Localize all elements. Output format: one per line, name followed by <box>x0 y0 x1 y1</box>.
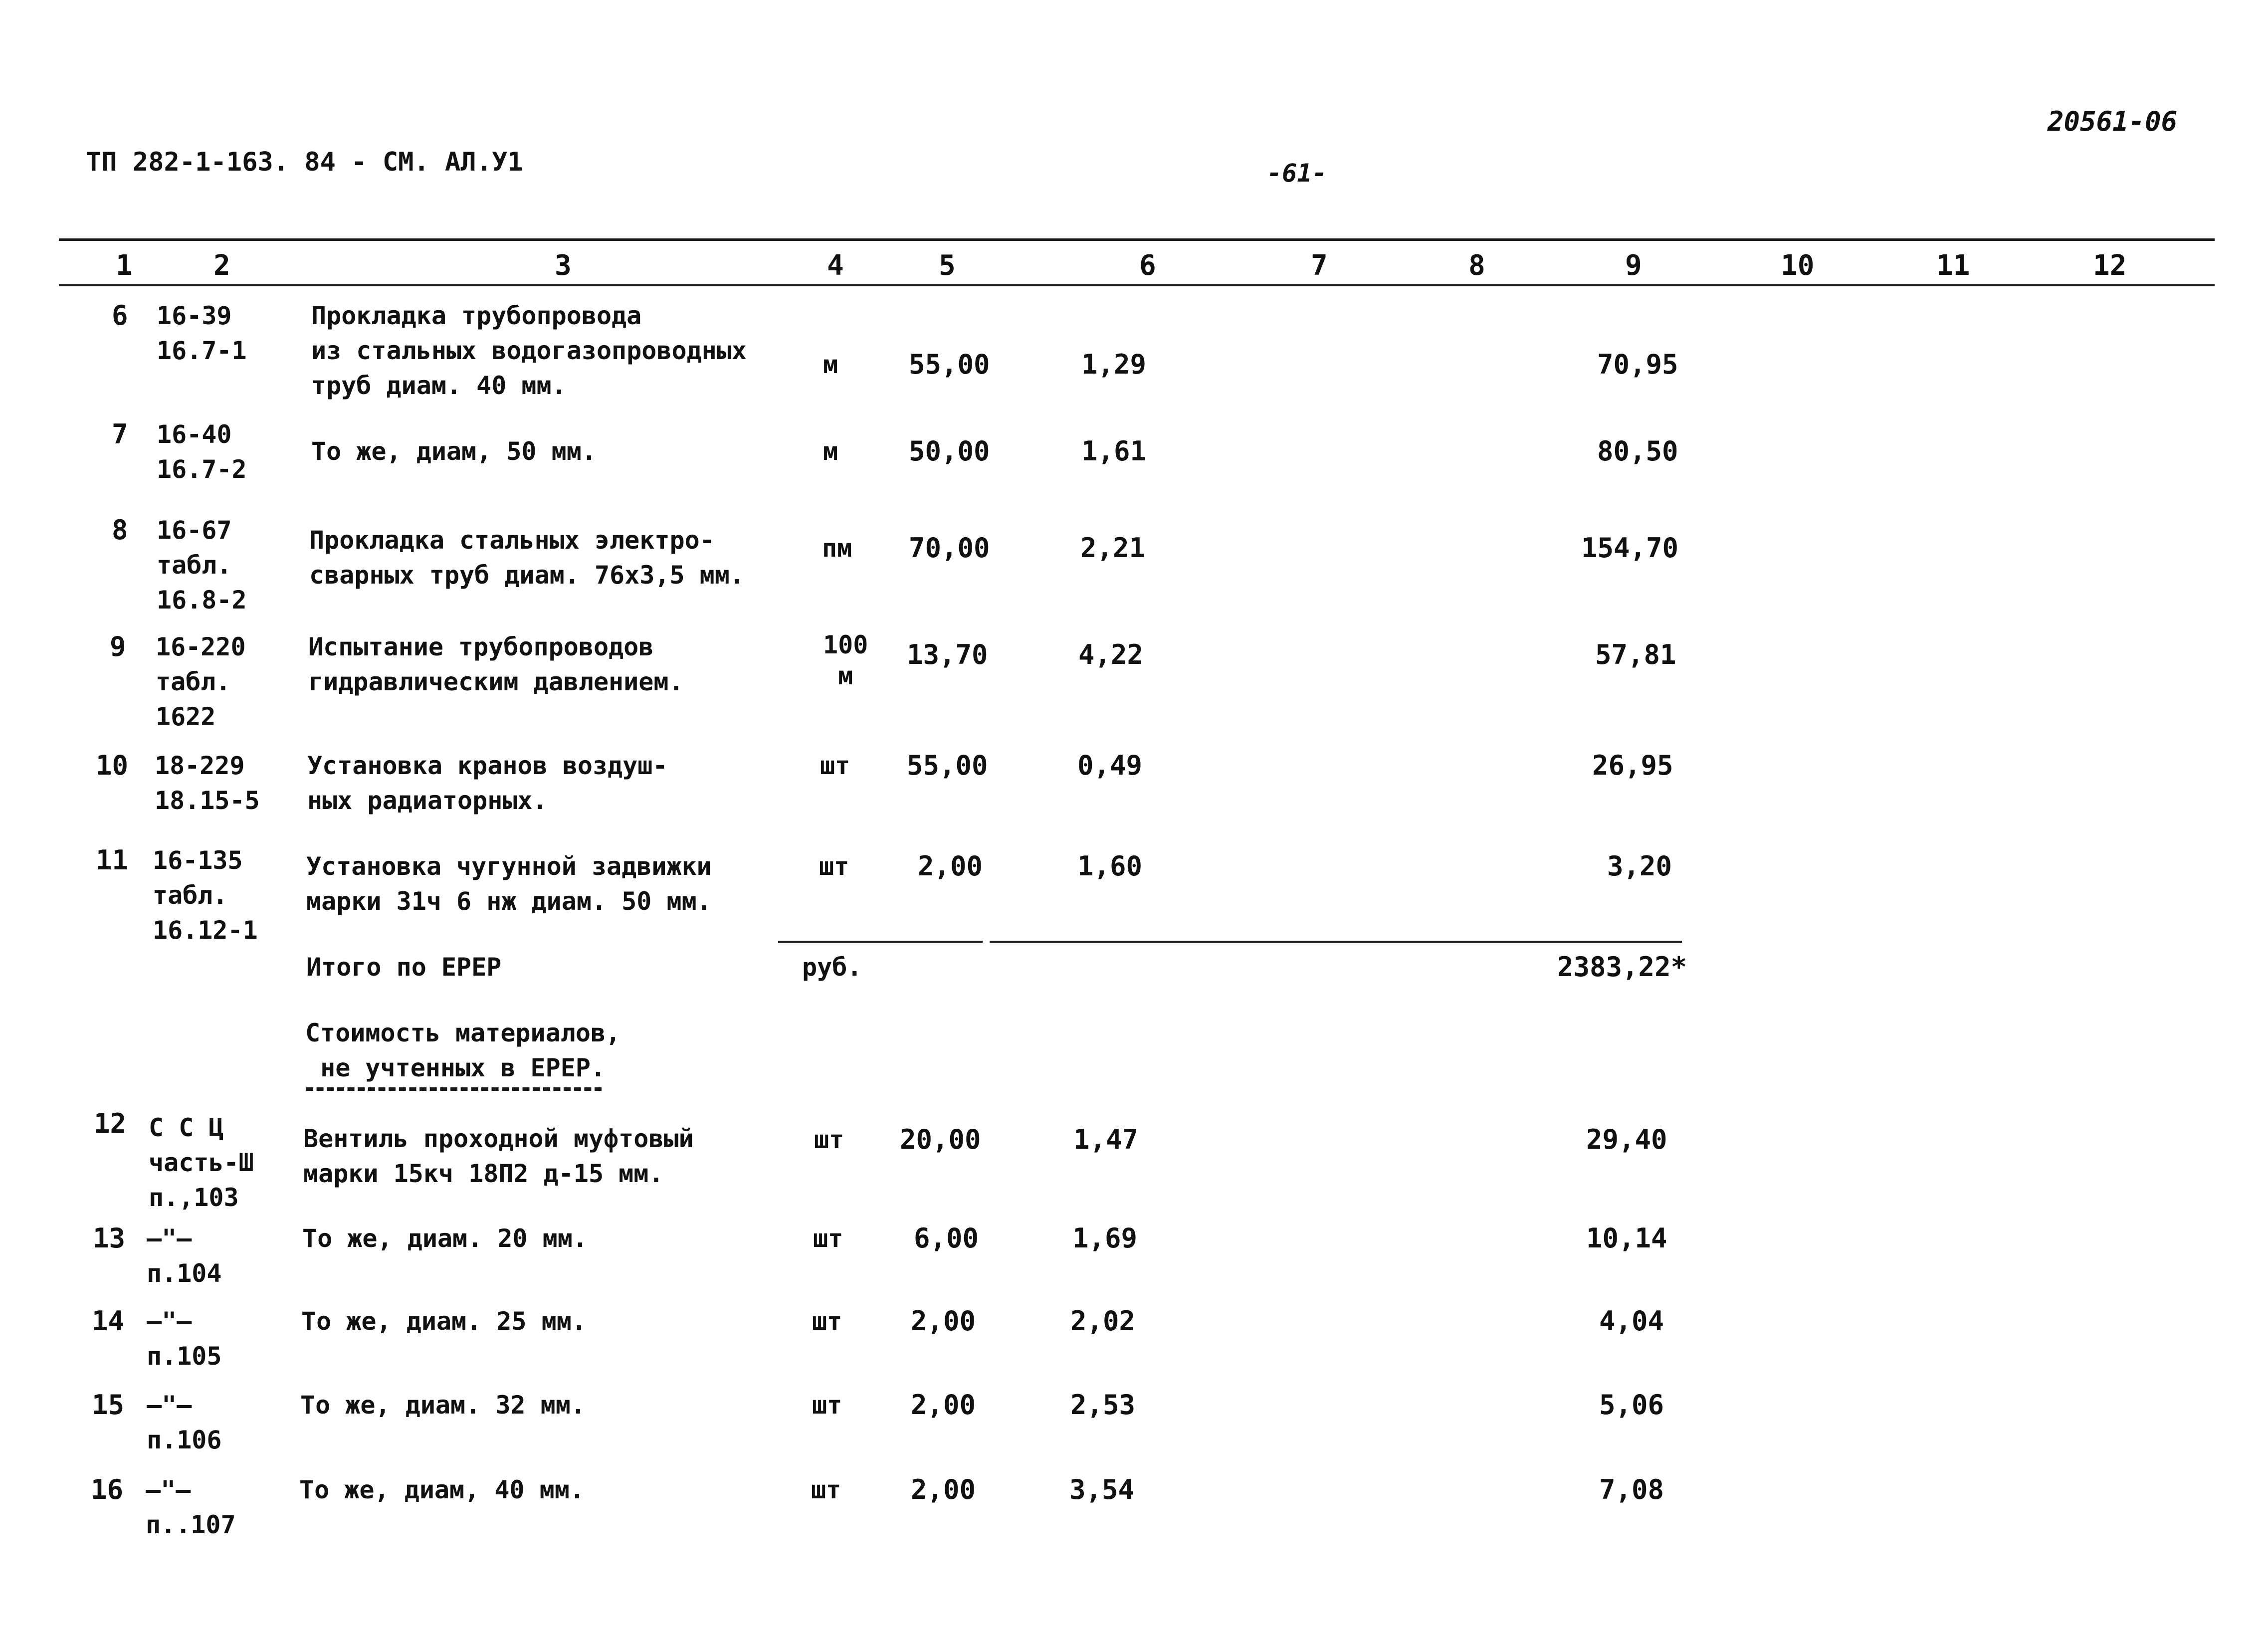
rate-code: С С Ц часть-Ш п.,103 <box>149 1113 254 1212</box>
quantity: 55,00 <box>907 750 988 781</box>
rate-code: —"— п..107 <box>146 1475 236 1539</box>
column-number: 12 <box>2093 249 2127 282</box>
unit-price: 1,60 <box>1077 850 1143 882</box>
unit-price: 1,61 <box>1081 435 1147 467</box>
subtotal-total: 2383,22* <box>1557 951 1687 983</box>
total-cost: 5,06 <box>1599 1389 1664 1421</box>
column-number: 3 <box>555 249 572 282</box>
rate-code: 16-220 табл. 1622 <box>156 632 246 731</box>
total-cost: 154,70 <box>1581 532 1679 564</box>
column-number: 10 <box>1781 249 1815 282</box>
work-description: Испытание трубопроводов гидравлическим давлением. <box>308 632 684 696</box>
row-number: 14 <box>92 1305 125 1337</box>
total-cost: 80,50 <box>1597 435 1678 467</box>
unit: 100 м <box>823 630 868 690</box>
work-description: Прокладка стальных электро- сварных труб диам. 76х3,5 мм. <box>309 526 745 590</box>
row-number: 10 <box>96 750 129 781</box>
total-cost: 4,04 <box>1599 1305 1664 1337</box>
work-description: То же, диам. 25 мм. <box>301 1307 587 1336</box>
work-description: Прокладка трубопровода из стальных водогазопроводных труб диам. 40 мм. <box>311 301 747 400</box>
total-cost: 29,40 <box>1586 1124 1667 1155</box>
document-code: ТП 282-1-163. 84 - СМ. АЛ.У1 <box>86 147 523 177</box>
total-cost: 3,20 <box>1607 850 1672 882</box>
unit-price: 2,53 <box>1070 1389 1136 1421</box>
unit: пм <box>822 534 852 563</box>
total-cost: 57,81 <box>1595 639 1676 670</box>
unit-price: 1,29 <box>1081 349 1147 380</box>
work-description: Установка чугунной задвижки марки 31ч 6 нж диам. 50 мм. <box>306 852 712 916</box>
unit: шт <box>811 1475 841 1504</box>
row-number: 6 <box>112 300 128 331</box>
row-number: 11 <box>96 844 129 876</box>
row-number: 13 <box>93 1223 126 1254</box>
table-header-rule <box>59 284 2215 286</box>
unit: шт <box>814 1125 844 1154</box>
rate-code: —"— п.106 <box>147 1391 222 1454</box>
work-description: Установка кранов воздуш- ных радиаторных. <box>307 751 668 815</box>
column-number: 5 <box>939 249 956 282</box>
archive-stamp: 20561-06 <box>2048 106 2178 137</box>
table-top-rule <box>59 238 2215 241</box>
work-description: То же, диам, 40 мм. <box>299 1475 585 1504</box>
row-number: 9 <box>110 631 126 662</box>
work-description: Вентиль проходной муфтовый марки 15кч 18П2 д-15 мм. <box>303 1124 694 1188</box>
quantity: 2,00 <box>911 1389 976 1421</box>
quantity: 2,00 <box>911 1474 976 1505</box>
rate-code: 16-40 16.7-2 <box>157 420 247 484</box>
quantity: 20,00 <box>900 1124 981 1155</box>
section-title: Стоимость материалов, не учтенных в ЕРЕР. <box>305 1019 621 1082</box>
unit: м <box>823 350 838 379</box>
unit-price: 2,02 <box>1070 1305 1136 1337</box>
total-cost: 26,95 <box>1592 750 1673 781</box>
row-number: 8 <box>112 514 128 546</box>
rate-code: 18-229 18.15-5 <box>155 751 260 815</box>
unit: шт <box>819 852 849 881</box>
unit: м <box>823 437 838 466</box>
column-number: 1 <box>116 249 133 282</box>
work-description: То же, диам. 20 мм. <box>302 1224 588 1253</box>
row-number: 12 <box>94 1108 127 1139</box>
quantity: 70,00 <box>909 532 990 564</box>
rate-code: 16-39 16.7-1 <box>157 301 247 365</box>
rate-code: —"— п.104 <box>147 1224 222 1288</box>
unit: шт <box>812 1391 842 1420</box>
subtotal-rule <box>990 941 1682 943</box>
quantity: 55,00 <box>909 349 990 380</box>
subtotal-label: Итого по ЕРЕР <box>306 953 502 982</box>
column-number: 6 <box>1139 249 1156 282</box>
column-number: 8 <box>1468 249 1485 282</box>
total-cost: 10,14 <box>1586 1223 1667 1254</box>
row-number: 16 <box>91 1474 124 1505</box>
subtotal-rule <box>778 941 983 943</box>
quantity: 13,70 <box>907 639 988 670</box>
unit-price: 3,54 <box>1069 1474 1135 1505</box>
quantity: 2,00 <box>911 1305 976 1337</box>
row-number: 7 <box>112 418 128 450</box>
rate-code: 16-135 табл. 16.12-1 <box>153 846 258 945</box>
page-number: -61- <box>1267 159 1327 188</box>
total-cost: 70,95 <box>1597 349 1678 380</box>
column-number: 2 <box>213 249 230 282</box>
row-number: 15 <box>92 1389 125 1421</box>
unit-price: 2,21 <box>1080 532 1146 564</box>
unit: шт <box>812 1307 842 1336</box>
total-cost: 7,08 <box>1599 1474 1664 1505</box>
column-number: 9 <box>1625 249 1642 282</box>
unit-price: 4,22 <box>1078 639 1144 670</box>
section-title-underline <box>306 1087 602 1091</box>
unit-price: 1,47 <box>1073 1124 1139 1155</box>
subtotal-unit: руб. <box>802 953 862 982</box>
quantity: 6,00 <box>914 1223 979 1254</box>
quantity: 50,00 <box>909 435 990 467</box>
rate-code: —"— п.105 <box>147 1307 222 1371</box>
column-number: 4 <box>827 249 844 282</box>
quantity: 2,00 <box>918 850 983 882</box>
rate-code: 16-67 табл. 16.8-2 <box>157 516 247 614</box>
work-description: То же, диам. 32 мм. <box>300 1391 586 1420</box>
column-number: 11 <box>1936 249 1970 282</box>
column-number: 7 <box>1311 249 1328 282</box>
unit: шт <box>813 1224 843 1253</box>
unit-price: 0,49 <box>1077 750 1143 781</box>
unit-price: 1,69 <box>1072 1223 1138 1254</box>
unit: шт <box>820 751 850 780</box>
work-description: То же, диам, 50 мм. <box>311 437 597 466</box>
